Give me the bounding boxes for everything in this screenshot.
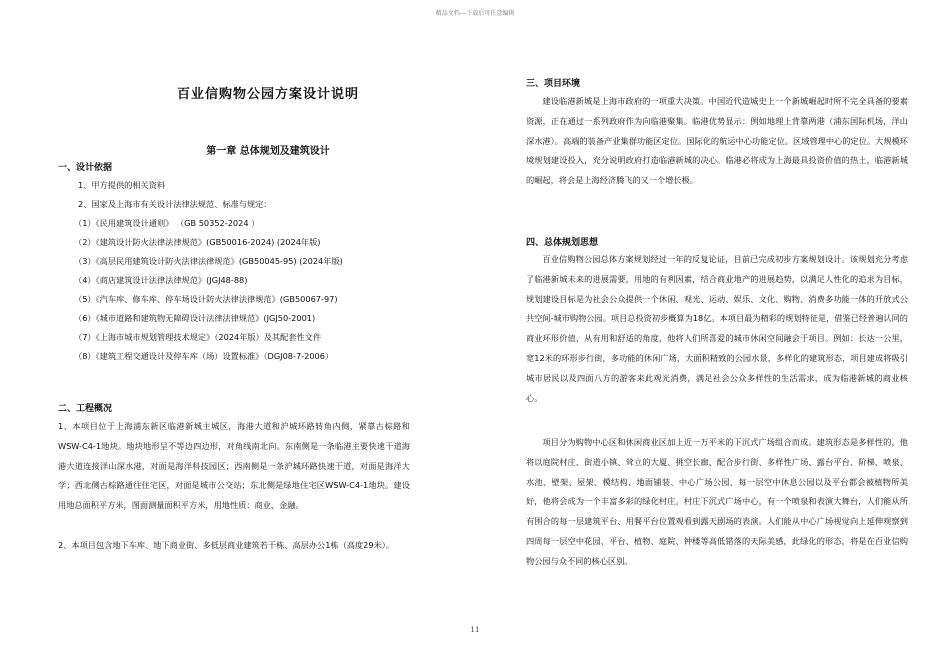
list-item: （3）《高层民用建筑设计防火法律法律规范》(GB50045-95) (2024年版) [74,256,343,266]
section-heading-design-basis: 一、设计依据 [58,163,113,173]
page-header: 精品文档---下载后可任意编辑 [435,10,515,17]
list-item: （4）《商店建筑设计法律法律规范》(JGJ48-88) [74,275,248,285]
list-item: （2）《建筑设计防火法律法律规范》(GB50016-2024) (2024年版) [74,237,321,247]
list-item: （1）《民用建筑设计通则》 （GB 50352-2024 ） [74,218,260,228]
page-number: 11 [470,626,480,634]
paragraph: 建设临港新城是上海市政府的一项重大决策。中国近代造城史上一个新城崛起时所不完全具备的要素资源，正在通过一系列政府作为向临港聚集。临港优势显示：例如地理上背靠两港（浦东国际机场，洋山深水港）。高端的装备产业集群功能区定位。国际化的航运中心功能定位。区域管理中心的定位。大规模环境规划建设投入，充分说明政府打造临港新城的决心。临港必将成为上海最具投资价值的热土，临港新城的崛起，将会是上海经济腾飞的又一个增长极。 [526,96,908,186]
list-item: 2、国家及上海市有关设计法律法规范、标准与规定： [78,199,272,209]
document-title: 百业信购物公园方案设计说明 [176,87,359,102]
paragraph: 项目分为购物中心区和休闲商业区加上近一万平米的下沉式广场组合而成。建筑形态是多样性的，他将以庭院村庄、街道小镇、耸立的大厦、挑空长廊、配合步行街、多样性广场、露台平台、阶梯、喷泉、水池、壁架、屋架、模结构、地面铺装、中心广场公园、每一层空中休息公园以及平台都会被植物所美好，他将会成为一个丰富多彩的绿化村庄。村庄下沉式广场中心，有一个喷泉和表演大舞台，人们能从所有围合的每一层建筑平台、用餐平台位置观看到露天剧场的表演。人们能从中心广场视觉向上延伸观察到四周每一层空中花园、平台、植物、庭院、钟楼等高低错落的天际美感，此绿化的形态，将是在百业信购物公园与众不同的核心区别。 [526,437,908,566]
paragraph: 百业信购物公园总体方案规划经过一年的反复论证，目前已完成初步方案规划设计。该规划充分考虑了临港新城未来的进展需要，用地的有利因素，结合商业地产的进展趋势，以满足人性化的追求为目标，规划建设目标是为社会公众提供一个休闲、观光、运动、娱乐、文化、购物、消费多功能一体的开放式公共空间-城市购物公园。项目总投资初步概算为18亿。本项目最为精彩的规划特征是，借鉴已经普遍认同的商业环形价值，从有用和舒适的角度，他将人们所喜爱的城市休闲空间融会于项目。例如：长达一公里，宽12米的环形步行街，多功能的休闲广场，大面积精致的公园水景，多样化的建筑形态，项目建成将吸引城市居民以及四面八方的游客来此观光消费，满足社会公众多样性的生活需求，成为临港新城的商业核心。 [526,254,908,403]
paragraph: 2、本项目包含地下车库、地下商业街、多低层商业建筑若干栋、高层办公1栋（高度29米）。 [58,540,395,550]
list-item: 1、甲方提供的相关资料 [78,180,166,190]
section-heading-overview: 二、工程概况 [58,404,113,414]
section-heading-environment: 三、项目环境 [526,79,581,89]
list-item: （5）《汽车库、修车库、停车场设计防火法律法律规范》(GB50067-97) [74,294,338,304]
list-item: （8）《建筑工程交通设计及停车库（场）设置标准》（DGJ08-7-2006） [74,351,334,361]
paragraph: 1、本项目位于上海浦东新区临港新城主城区，海港大道和沪城环路转角内侧，紧靠古棕路和WSW-C4-1地块。地块地形呈不等边四边形，对角线南北向。东南侧是一条临港主要快速干道海港大道连接洋山深水港，对面是海洋科技园区；西南侧是一条沪城环路快速干道，对面是海洋大学；西北侧古棕路通往住宅区，对面是城市公交站；东北侧是绿地住宅区WSW-C4-1地块。建设用地总面积平方米，图面测量面积平方米，用地性质：商业、金融。 [58,421,410,511]
section-heading-planning: 四、总体规划思想 [526,238,599,248]
list-item: （6）《城市道路和建筑物无障碍设计法律法律规范》(JGJ50-2001) [74,313,316,323]
list-item: （7）《上海市城市规划管理技术规定》（2024年版）及其配套性文件 [74,332,322,342]
chapter-heading: 第一章 总体规划及建筑设计 [206,146,330,157]
